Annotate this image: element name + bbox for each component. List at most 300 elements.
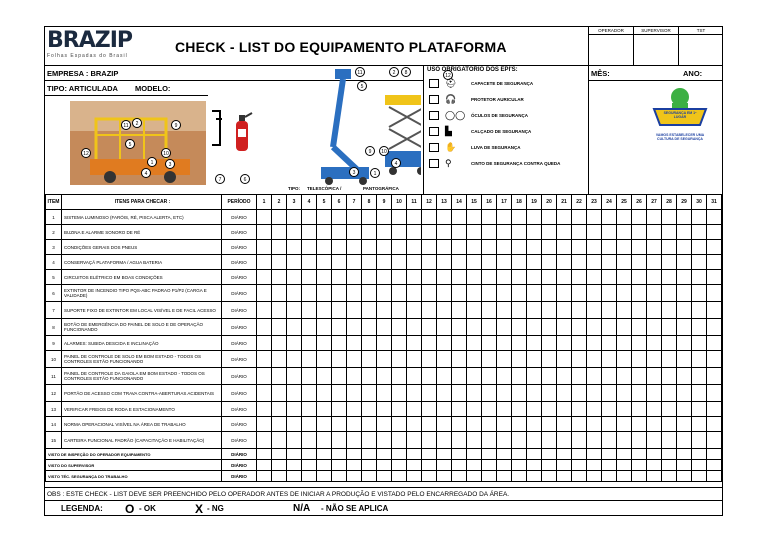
day-check-cell[interactable] [422, 270, 437, 285]
day-check-cell[interactable] [677, 402, 692, 417]
day-check-cell[interactable] [377, 336, 392, 351]
day-check-cell[interactable] [377, 210, 392, 225]
day-check-cell[interactable] [512, 402, 527, 417]
day-check-cell[interactable] [482, 225, 497, 240]
day-check-cell[interactable] [557, 336, 572, 351]
epi-checkbox[interactable] [429, 95, 439, 104]
visto-check-cell[interactable] [332, 460, 347, 471]
visto-check-cell[interactable] [587, 460, 602, 471]
day-check-cell[interactable] [362, 368, 377, 385]
day-check-cell[interactable] [542, 255, 557, 270]
day-check-cell[interactable] [317, 255, 332, 270]
day-check-cell[interactable] [347, 255, 362, 270]
visto-check-cell[interactable] [692, 471, 707, 482]
day-check-cell[interactable] [707, 385, 722, 402]
day-check-cell[interactable] [602, 351, 617, 368]
day-check-cell[interactable] [437, 385, 452, 402]
day-check-cell[interactable] [287, 417, 302, 432]
day-check-cell[interactable] [647, 432, 662, 449]
visto-check-cell[interactable] [512, 449, 527, 460]
day-check-cell[interactable] [332, 255, 347, 270]
day-check-cell[interactable] [572, 285, 587, 302]
visto-check-cell[interactable] [557, 471, 572, 482]
visto-check-cell[interactable] [407, 471, 422, 482]
day-check-cell[interactable] [407, 432, 422, 449]
day-check-cell[interactable] [362, 319, 377, 336]
epi-checkbox[interactable] [429, 111, 439, 120]
visto-check-cell[interactable] [707, 460, 722, 471]
day-check-cell[interactable] [587, 240, 602, 255]
visto-check-cell[interactable] [302, 471, 317, 482]
day-check-cell[interactable] [467, 385, 482, 402]
day-check-cell[interactable] [392, 285, 407, 302]
day-check-cell[interactable] [452, 302, 467, 319]
day-check-cell[interactable] [527, 368, 542, 385]
day-check-cell[interactable] [647, 368, 662, 385]
day-check-cell[interactable] [287, 285, 302, 302]
visto-check-cell[interactable] [257, 471, 272, 482]
day-check-cell[interactable] [647, 319, 662, 336]
day-check-cell[interactable] [407, 210, 422, 225]
day-check-cell[interactable] [542, 225, 557, 240]
day-check-cell[interactable] [302, 302, 317, 319]
day-check-cell[interactable] [602, 432, 617, 449]
day-check-cell[interactable] [662, 368, 677, 385]
day-check-cell[interactable] [332, 402, 347, 417]
day-check-cell[interactable] [467, 302, 482, 319]
day-check-cell[interactable] [497, 417, 512, 432]
visto-check-cell[interactable] [542, 449, 557, 460]
day-check-cell[interactable] [302, 385, 317, 402]
day-check-cell[interactable] [257, 385, 272, 402]
visto-check-cell[interactable] [407, 449, 422, 460]
visto-check-cell[interactable] [287, 471, 302, 482]
day-check-cell[interactable] [692, 417, 707, 432]
day-check-cell[interactable] [422, 210, 437, 225]
day-check-cell[interactable] [542, 240, 557, 255]
day-check-cell[interactable] [497, 336, 512, 351]
day-check-cell[interactable] [587, 402, 602, 417]
signature-box-supervisor[interactable] [633, 27, 678, 65]
day-check-cell[interactable] [452, 210, 467, 225]
day-check-cell[interactable] [332, 385, 347, 402]
day-check-cell[interactable] [347, 319, 362, 336]
day-check-cell[interactable] [317, 336, 332, 351]
visto-check-cell[interactable] [557, 449, 572, 460]
day-check-cell[interactable] [587, 210, 602, 225]
day-check-cell[interactable] [602, 270, 617, 285]
day-check-cell[interactable] [707, 255, 722, 270]
day-check-cell[interactable] [272, 417, 287, 432]
day-check-cell[interactable] [617, 255, 632, 270]
day-check-cell[interactable] [587, 417, 602, 432]
visto-check-cell[interactable] [632, 460, 647, 471]
visto-check-cell[interactable] [467, 449, 482, 460]
day-check-cell[interactable] [572, 368, 587, 385]
day-check-cell[interactable] [347, 336, 362, 351]
day-check-cell[interactable] [587, 368, 602, 385]
day-check-cell[interactable] [647, 302, 662, 319]
day-check-cell[interactable] [377, 432, 392, 449]
day-check-cell[interactable] [332, 319, 347, 336]
day-check-cell[interactable] [362, 225, 377, 240]
day-check-cell[interactable] [527, 417, 542, 432]
day-check-cell[interactable] [377, 319, 392, 336]
visto-check-cell[interactable] [617, 471, 632, 482]
day-check-cell[interactable] [392, 385, 407, 402]
day-check-cell[interactable] [617, 432, 632, 449]
day-check-cell[interactable] [422, 417, 437, 432]
day-check-cell[interactable] [272, 270, 287, 285]
day-check-cell[interactable] [662, 302, 677, 319]
visto-check-cell[interactable] [677, 460, 692, 471]
visto-check-cell[interactable] [362, 460, 377, 471]
day-check-cell[interactable] [692, 240, 707, 255]
day-check-cell[interactable] [482, 285, 497, 302]
day-check-cell[interactable] [272, 432, 287, 449]
visto-check-cell[interactable] [437, 471, 452, 482]
day-check-cell[interactable] [302, 210, 317, 225]
day-check-cell[interactable] [602, 368, 617, 385]
day-check-cell[interactable] [587, 270, 602, 285]
day-check-cell[interactable] [302, 402, 317, 417]
day-check-cell[interactable] [662, 255, 677, 270]
day-check-cell[interactable] [437, 336, 452, 351]
day-check-cell[interactable] [512, 285, 527, 302]
day-check-cell[interactable] [302, 319, 317, 336]
day-check-cell[interactable] [287, 351, 302, 368]
visto-check-cell[interactable] [332, 471, 347, 482]
day-check-cell[interactable] [482, 432, 497, 449]
day-check-cell[interactable] [332, 210, 347, 225]
day-check-cell[interactable] [527, 285, 542, 302]
day-check-cell[interactable] [662, 402, 677, 417]
day-check-cell[interactable] [272, 385, 287, 402]
day-check-cell[interactable] [512, 368, 527, 385]
day-check-cell[interactable] [677, 319, 692, 336]
day-check-cell[interactable] [377, 255, 392, 270]
visto-check-cell[interactable] [692, 460, 707, 471]
day-check-cell[interactable] [482, 319, 497, 336]
day-check-cell[interactable] [437, 285, 452, 302]
visto-check-cell[interactable] [422, 471, 437, 482]
day-check-cell[interactable] [317, 319, 332, 336]
day-check-cell[interactable] [572, 225, 587, 240]
day-check-cell[interactable] [377, 240, 392, 255]
epi-checkbox[interactable] [429, 143, 439, 152]
day-check-cell[interactable] [692, 385, 707, 402]
day-check-cell[interactable] [512, 417, 527, 432]
day-check-cell[interactable] [572, 402, 587, 417]
day-check-cell[interactable] [512, 270, 527, 285]
day-check-cell[interactable] [572, 255, 587, 270]
day-check-cell[interactable] [257, 432, 272, 449]
visto-check-cell[interactable] [662, 471, 677, 482]
visto-check-cell[interactable] [542, 471, 557, 482]
day-check-cell[interactable] [317, 270, 332, 285]
day-check-cell[interactable] [272, 319, 287, 336]
visto-check-cell[interactable] [707, 449, 722, 460]
day-check-cell[interactable] [587, 285, 602, 302]
day-check-cell[interactable] [437, 302, 452, 319]
day-check-cell[interactable] [527, 255, 542, 270]
day-check-cell[interactable] [437, 240, 452, 255]
day-check-cell[interactable] [542, 210, 557, 225]
day-check-cell[interactable] [437, 210, 452, 225]
day-check-cell[interactable] [257, 270, 272, 285]
day-check-cell[interactable] [542, 368, 557, 385]
day-check-cell[interactable] [272, 302, 287, 319]
day-check-cell[interactable] [452, 385, 467, 402]
day-check-cell[interactable] [377, 302, 392, 319]
day-check-cell[interactable] [692, 270, 707, 285]
day-check-cell[interactable] [557, 285, 572, 302]
day-check-cell[interactable] [332, 285, 347, 302]
day-check-cell[interactable] [527, 225, 542, 240]
day-check-cell[interactable] [347, 351, 362, 368]
visto-check-cell[interactable] [392, 460, 407, 471]
day-check-cell[interactable] [392, 240, 407, 255]
visto-check-cell[interactable] [287, 449, 302, 460]
day-check-cell[interactable] [512, 385, 527, 402]
day-check-cell[interactable] [287, 270, 302, 285]
day-check-cell[interactable] [632, 255, 647, 270]
day-check-cell[interactable] [527, 240, 542, 255]
day-check-cell[interactable] [362, 417, 377, 432]
day-check-cell[interactable] [377, 368, 392, 385]
day-check-cell[interactable] [257, 302, 272, 319]
day-check-cell[interactable] [347, 270, 362, 285]
day-check-cell[interactable] [332, 336, 347, 351]
day-check-cell[interactable] [512, 225, 527, 240]
day-check-cell[interactable] [617, 351, 632, 368]
visto-check-cell[interactable] [452, 471, 467, 482]
day-check-cell[interactable] [332, 240, 347, 255]
day-check-cell[interactable] [392, 319, 407, 336]
day-check-cell[interactable] [512, 351, 527, 368]
day-check-cell[interactable] [452, 319, 467, 336]
day-check-cell[interactable] [392, 368, 407, 385]
visto-check-cell[interactable] [497, 460, 512, 471]
day-check-cell[interactable] [572, 302, 587, 319]
day-check-cell[interactable] [422, 225, 437, 240]
day-check-cell[interactable] [272, 402, 287, 417]
day-check-cell[interactable] [437, 255, 452, 270]
day-check-cell[interactable] [602, 255, 617, 270]
day-check-cell[interactable] [482, 351, 497, 368]
visto-check-cell[interactable] [662, 449, 677, 460]
visto-check-cell[interactable] [587, 471, 602, 482]
visto-check-cell[interactable] [452, 449, 467, 460]
day-check-cell[interactable] [287, 336, 302, 351]
day-check-cell[interactable] [437, 432, 452, 449]
day-check-cell[interactable] [557, 351, 572, 368]
day-check-cell[interactable] [302, 255, 317, 270]
day-check-cell[interactable] [452, 240, 467, 255]
day-check-cell[interactable] [287, 255, 302, 270]
visto-check-cell[interactable] [647, 460, 662, 471]
day-check-cell[interactable] [557, 225, 572, 240]
day-check-cell[interactable] [512, 432, 527, 449]
day-check-cell[interactable] [602, 402, 617, 417]
day-check-cell[interactable] [452, 285, 467, 302]
day-check-cell[interactable] [542, 336, 557, 351]
day-check-cell[interactable] [662, 417, 677, 432]
day-check-cell[interactable] [482, 402, 497, 417]
day-check-cell[interactable] [437, 319, 452, 336]
day-check-cell[interactable] [407, 270, 422, 285]
day-check-cell[interactable] [617, 302, 632, 319]
visto-check-cell[interactable] [257, 449, 272, 460]
day-check-cell[interactable] [542, 417, 557, 432]
day-check-cell[interactable] [287, 240, 302, 255]
day-check-cell[interactable] [617, 285, 632, 302]
visto-check-cell[interactable] [512, 460, 527, 471]
day-check-cell[interactable] [692, 225, 707, 240]
day-check-cell[interactable] [527, 385, 542, 402]
day-check-cell[interactable] [542, 302, 557, 319]
day-check-cell[interactable] [437, 417, 452, 432]
day-check-cell[interactable] [347, 225, 362, 240]
visto-check-cell[interactable] [392, 471, 407, 482]
day-check-cell[interactable] [572, 385, 587, 402]
day-check-cell[interactable] [287, 432, 302, 449]
day-check-cell[interactable] [467, 402, 482, 417]
day-check-cell[interactable] [407, 255, 422, 270]
day-check-cell[interactable] [512, 302, 527, 319]
day-check-cell[interactable] [407, 225, 422, 240]
day-check-cell[interactable] [662, 336, 677, 351]
day-check-cell[interactable] [467, 285, 482, 302]
day-check-cell[interactable] [407, 302, 422, 319]
day-check-cell[interactable] [692, 368, 707, 385]
day-check-cell[interactable] [632, 210, 647, 225]
visto-check-cell[interactable] [482, 460, 497, 471]
day-check-cell[interactable] [527, 210, 542, 225]
day-check-cell[interactable] [707, 432, 722, 449]
day-check-cell[interactable] [347, 385, 362, 402]
day-check-cell[interactable] [647, 240, 662, 255]
day-check-cell[interactable] [317, 417, 332, 432]
day-check-cell[interactable] [392, 210, 407, 225]
day-check-cell[interactable] [392, 432, 407, 449]
visto-check-cell[interactable] [317, 471, 332, 482]
visto-check-cell[interactable] [497, 449, 512, 460]
day-check-cell[interactable] [497, 432, 512, 449]
visto-check-cell[interactable] [302, 449, 317, 460]
day-check-cell[interactable] [272, 351, 287, 368]
day-check-cell[interactable] [527, 351, 542, 368]
day-check-cell[interactable] [677, 210, 692, 225]
day-check-cell[interactable] [332, 417, 347, 432]
day-check-cell[interactable] [632, 368, 647, 385]
day-check-cell[interactable] [422, 368, 437, 385]
day-check-cell[interactable] [422, 255, 437, 270]
day-check-cell[interactable] [662, 240, 677, 255]
day-check-cell[interactable] [452, 368, 467, 385]
day-check-cell[interactable] [317, 210, 332, 225]
day-check-cell[interactable] [302, 240, 317, 255]
day-check-cell[interactable] [347, 368, 362, 385]
visto-check-cell[interactable] [617, 449, 632, 460]
day-check-cell[interactable] [302, 336, 317, 351]
day-check-cell[interactable] [677, 368, 692, 385]
day-check-cell[interactable] [497, 319, 512, 336]
day-check-cell[interactable] [692, 255, 707, 270]
day-check-cell[interactable] [257, 351, 272, 368]
day-check-cell[interactable] [632, 302, 647, 319]
day-check-cell[interactable] [617, 210, 632, 225]
day-check-cell[interactable] [497, 285, 512, 302]
day-check-cell[interactable] [542, 270, 557, 285]
visto-check-cell[interactable] [647, 449, 662, 460]
day-check-cell[interactable] [572, 240, 587, 255]
day-check-cell[interactable] [632, 270, 647, 285]
day-check-cell[interactable] [497, 210, 512, 225]
day-check-cell[interactable] [257, 336, 272, 351]
day-check-cell[interactable] [677, 255, 692, 270]
day-check-cell[interactable] [272, 285, 287, 302]
day-check-cell[interactable] [617, 270, 632, 285]
day-check-cell[interactable] [272, 255, 287, 270]
day-check-cell[interactable] [302, 417, 317, 432]
day-check-cell[interactable] [317, 285, 332, 302]
day-check-cell[interactable] [542, 351, 557, 368]
visto-check-cell[interactable] [392, 449, 407, 460]
day-check-cell[interactable] [692, 336, 707, 351]
day-check-cell[interactable] [512, 336, 527, 351]
visto-check-cell[interactable] [287, 460, 302, 471]
day-check-cell[interactable] [407, 385, 422, 402]
day-check-cell[interactable] [602, 302, 617, 319]
day-check-cell[interactable] [572, 417, 587, 432]
visto-check-cell[interactable] [362, 471, 377, 482]
day-check-cell[interactable] [497, 270, 512, 285]
day-check-cell[interactable] [317, 225, 332, 240]
day-check-cell[interactable] [677, 351, 692, 368]
visto-check-cell[interactable] [437, 449, 452, 460]
day-check-cell[interactable] [662, 285, 677, 302]
day-check-cell[interactable] [617, 368, 632, 385]
day-check-cell[interactable] [542, 432, 557, 449]
day-check-cell[interactable] [662, 270, 677, 285]
day-check-cell[interactable] [332, 270, 347, 285]
day-check-cell[interactable] [572, 336, 587, 351]
day-check-cell[interactable] [287, 210, 302, 225]
day-check-cell[interactable] [557, 210, 572, 225]
day-check-cell[interactable] [302, 432, 317, 449]
day-check-cell[interactable] [482, 417, 497, 432]
visto-check-cell[interactable] [407, 460, 422, 471]
visto-check-cell[interactable] [377, 460, 392, 471]
day-check-cell[interactable] [662, 385, 677, 402]
day-check-cell[interactable] [707, 302, 722, 319]
day-check-cell[interactable] [257, 255, 272, 270]
day-check-cell[interactable] [377, 225, 392, 240]
day-check-cell[interactable] [362, 255, 377, 270]
day-check-cell[interactable] [617, 319, 632, 336]
day-check-cell[interactable] [557, 432, 572, 449]
day-check-cell[interactable] [452, 351, 467, 368]
day-check-cell[interactable] [497, 255, 512, 270]
day-check-cell[interactable] [557, 302, 572, 319]
day-check-cell[interactable] [422, 240, 437, 255]
visto-check-cell[interactable] [707, 471, 722, 482]
day-check-cell[interactable] [452, 336, 467, 351]
visto-check-cell[interactable] [377, 471, 392, 482]
day-check-cell[interactable] [392, 225, 407, 240]
day-check-cell[interactable] [407, 402, 422, 417]
